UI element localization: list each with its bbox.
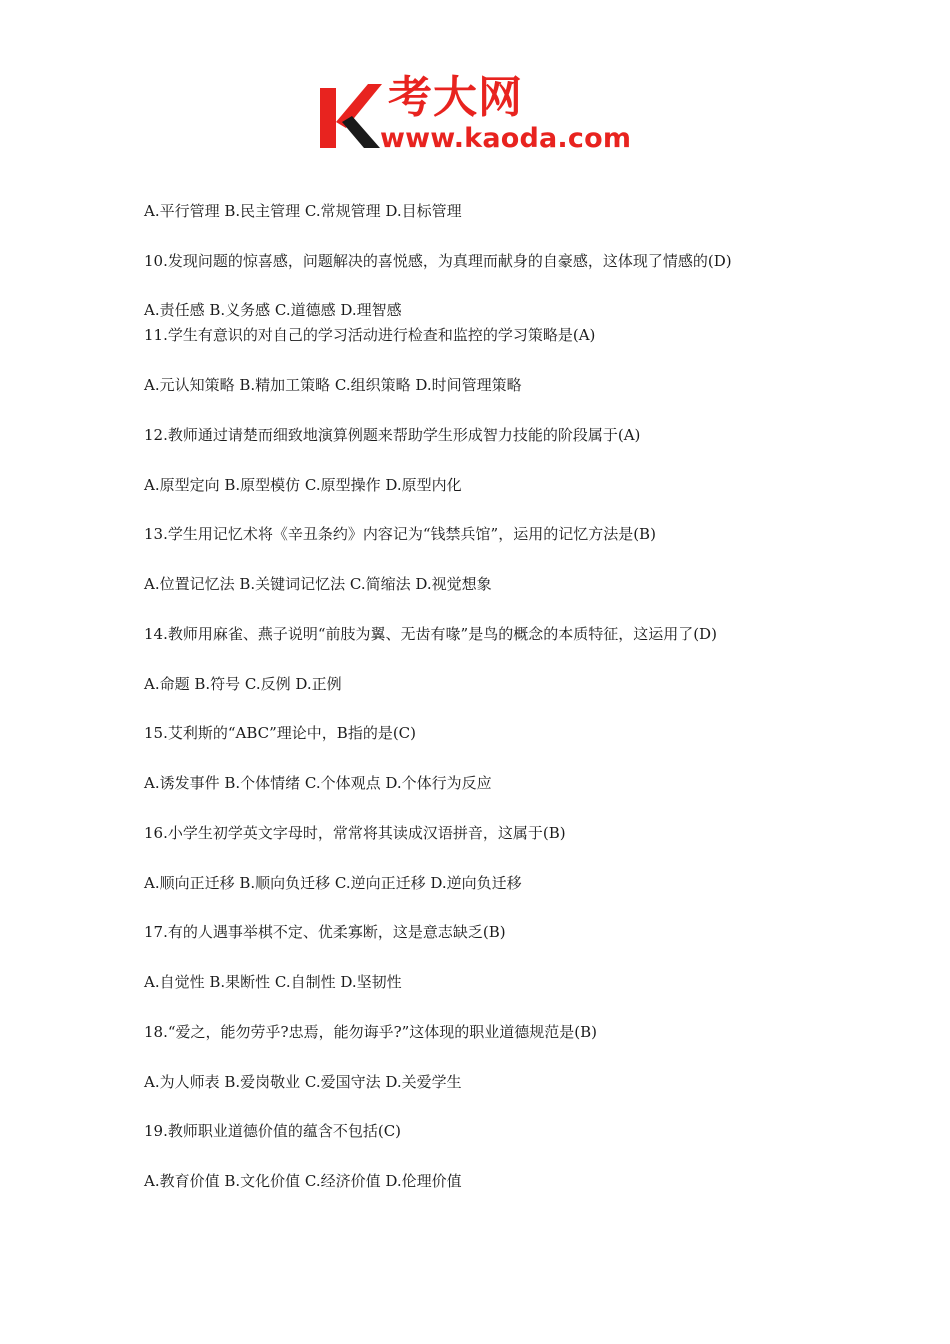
question-14: 14.教师用麻雀、燕子说明“前肢为翼、无齿有喙”是鸟的概念的本质特征，这运用了(D) [144,625,717,643]
logo-brand-text: 考大网 [388,72,523,123]
question-17: 17.有的人遇事举棋不定、优柔寡断，这是意志缺乏(B) [144,923,506,941]
k-logo-icon [318,82,382,152]
question-10: 10.发现问题的惊喜感，问题解决的喜悦感，为真理而献身的自豪感，这体现了情感的(D) [144,252,732,270]
answer-options: A.自觉性 B.果断性 C.自制性 D.坚韧性 [144,973,402,991]
question-13: 13.学生用记忆术将《辛丑条约》内容记为“钱禁兵馆”，运用的记忆方法是(B) [144,525,656,543]
answer-options: A.元认知策略 B.精加工策略 C.组织策略 D.时间管理策略 [144,376,522,394]
question-16: 16.小学生初学英文字母时，常常将其读成汉语拼音，这属于(B) [144,824,566,842]
answer-options: A.顺向正迁移 B.顺向负迁移 C.逆向正迁移 D.逆向负迁移 [144,874,522,892]
question-18: 18.“爱之，能勿劳乎?忠焉，能勿诲乎?”这体现的职业道德规范是(B) [144,1023,598,1041]
answer-options: A.为人师表 B.爱岗敬业 C.爱国守法 D.关爱学生 [144,1073,462,1091]
answer-options: A.诱发事件 B.个体情绪 C.个体观点 D.个体行为反应 [144,774,492,792]
question-19: 19.教师职业道德价值的蕴含不包括(C) [144,1122,402,1140]
answer-options: A.命题 B.符号 C.反例 D.正例 [144,675,342,693]
answer-options: A.平行管理 B.民主管理 C.常规管理 D.目标管理 [144,202,462,220]
logo-url-text: www.kaoda.com [380,123,632,154]
answer-options: A.位置记忆法 B.关键词记忆法 C.简缩法 D.视觉想象 [144,575,492,593]
question-12: 12.教师通过请楚而细致地演算例题来帮助学生形成智力技能的阶段属于(A) [144,426,641,444]
answer-options: A.教育价值 B.文化价值 C.经济价值 D.伦理价值 [144,1172,462,1190]
site-logo[interactable] [318,72,638,158]
question-11: 11.学生有意识的对自己的学习活动进行检查和监控的学习策略是(A) [144,326,596,344]
question-15: 15.艾利斯的“ABC”理论中，B指的是(C) [144,724,417,742]
answer-options: A.原型定向 B.原型模仿 C.原型操作 D.原型内化 [144,476,462,494]
answer-options: A.责任感 B.义务感 C.道德感 D.理智感 [144,301,402,319]
